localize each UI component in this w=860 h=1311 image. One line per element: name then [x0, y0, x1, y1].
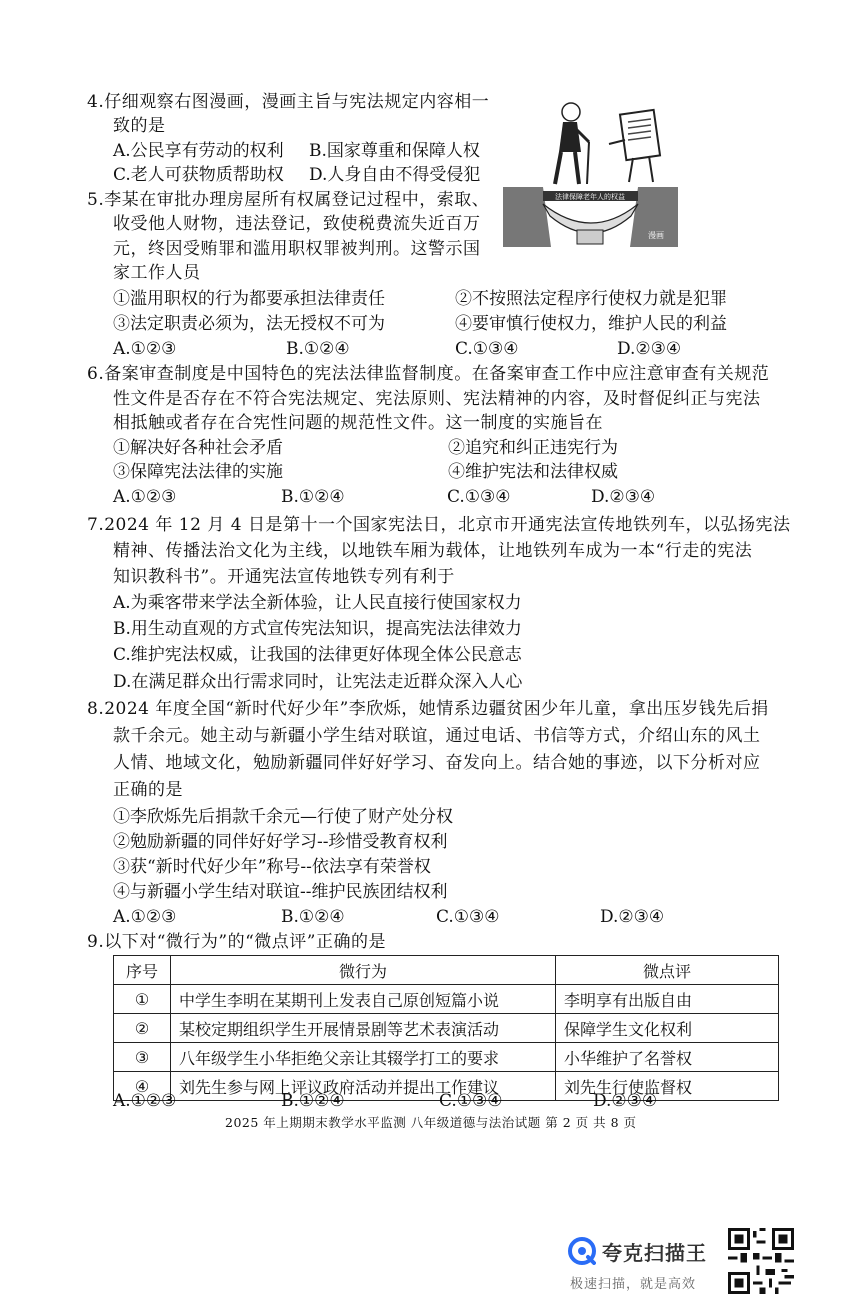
- q4-option-c: C.老人可获物质帮助权: [113, 165, 284, 185]
- q9-option-c: C.①③④: [439, 1091, 503, 1111]
- brand-tagline: 极速扫描，就是高效: [570, 1277, 697, 1292]
- q8-statement-1: ①李欣烁先后捐款千余元—行使了财产处分权: [113, 807, 453, 827]
- q8-option-c: C.①③④: [436, 907, 500, 927]
- q7-option-b: B.用生动直观的方式宣传宪法知识，提高宪法法律效力: [113, 619, 522, 639]
- q5-stem-line4: 家工作人员: [113, 263, 201, 283]
- q5-statement-1: ①滥用职权的行为都要承担法律责任: [113, 289, 385, 309]
- table-row: [114, 1043, 779, 1072]
- q5-statement-3: ③法定职责必须为，法无授权不可为: [113, 314, 385, 334]
- row-behavior: 刘先生参与网上评议政府活动并提出工作建议: [171, 1072, 556, 1101]
- q6-stem-line3: 相抵触或者存在合宪性问题的规范性文件。这一制度的实施旨在: [113, 413, 603, 433]
- q6-statement-2: ②追究和纠正违宪行为: [448, 438, 618, 458]
- brand-name: 夸克扫描王: [602, 1241, 707, 1265]
- q5-option-c: C.①③④: [455, 339, 519, 359]
- table-header-row: [114, 956, 779, 985]
- q4-stem-line2: 致的是: [113, 116, 166, 136]
- q6-option-a: A.①②③: [113, 487, 177, 507]
- row-comment: 李明享有出版自由: [556, 985, 779, 1014]
- q7-stem-line3: 知识教科书”。开通宪法宣传地铁专列有利于: [113, 567, 455, 587]
- table-header-comment: 微点评: [556, 956, 779, 985]
- q7-option-d: D.在满足群众出行需求同时，让宪法走近群众深入人心: [113, 672, 523, 692]
- comic-caption: 漫画: [648, 231, 664, 240]
- q5-statement-4: ④要审慎行使权力，维护人民的利益: [455, 314, 727, 334]
- comic-illustration: [503, 92, 678, 247]
- q5-statement-2: ②不按照法定程序行使权力就是犯罪: [455, 289, 727, 309]
- row-comment: 刘先生行使监督权: [556, 1072, 779, 1101]
- q8-stem-line1: 8.2024 年度全国“新时代好少年”李欣烁，她情系边疆贫困少年儿童，拿出压岁钱先后捐: [87, 699, 769, 719]
- q6-statement-4: ④维护宪法和法律权威: [448, 462, 618, 482]
- row-number: ④: [114, 1072, 171, 1101]
- q7-stem-line2: 精神、传播法治文化为主线，以地铁车厢为载体，让地铁列车成为一本“行走的宪法: [113, 541, 753, 561]
- q8-option-b: B.①②④: [281, 907, 345, 927]
- row-behavior: 某校定期组织学生开展情景剧等艺术表演活动: [171, 1014, 556, 1043]
- q5-stem-line1: 5.李某在审批办理房屋所有权属登记过程中，索取、: [87, 190, 490, 210]
- page-footer: 2025 年上期期末教学水平监测 八年级道德与法治试题 第 2 页 共 8 页: [225, 1115, 637, 1130]
- q8-stem-line2: 款千余元。她主动与新疆小学生结对联谊，通过电话、书信等方式，介绍山东的风土: [113, 726, 761, 746]
- q9-option-d: D.②③④: [593, 1091, 658, 1111]
- row-comment: 保障学生文化权利: [556, 1014, 779, 1043]
- q6-stem-line2: 性文件是否存在不符合宪法规定、宪法原则、宪法精神的内容，及时督促纠正与宪法: [113, 389, 761, 409]
- q5-stem-line3: 元，终因受贿罪和滥用职权罪被判刑。这警示国: [113, 239, 481, 259]
- table-header-behavior: 微行为: [171, 956, 556, 985]
- qr-code-icon: [728, 1228, 794, 1294]
- quark-logo-icon: [568, 1237, 596, 1265]
- q8-option-a: A.①②③: [113, 907, 177, 927]
- q8-option-d: D.②③④: [600, 907, 665, 927]
- row-comment: 小华维护了名誉权: [556, 1043, 779, 1072]
- q5-option-b: B.①②④: [286, 339, 350, 359]
- q8-stem-line3: 人情、地域文化，勉励新疆同伴好好学习、奋发向上。结合她的事迹，以下分析对应: [113, 753, 761, 773]
- q5-stem-line2: 收受他人财物，违法登记，致使税费流失近百万: [113, 214, 481, 234]
- q4-option-b: B.国家尊重和保障人权: [309, 141, 480, 161]
- row-number: ①: [114, 985, 171, 1014]
- q8-statement-2: ②勉励新疆的同伴好好学习--珍惜受教育权利: [113, 832, 448, 852]
- q6-stem-line1: 6.备案审查制度是中国特色的宪法法律监督制度。在备案审查工作中应注意审查有关规范: [87, 364, 770, 384]
- q6-statement-3: ③保障宪法法律的实施: [113, 462, 283, 482]
- q8-statement-3: ③获“新时代好少年”称号--依法享有荣誉权: [113, 857, 431, 877]
- q4-stem-line1: 4.仔细观察右图漫画，漫画主旨与宪法规定内容相一: [87, 92, 490, 112]
- q8-stem-line4: 正确的是: [113, 780, 183, 800]
- scanner-watermark: [566, 1229, 726, 1309]
- q7-stem-line1: 7.2024 年 12 月 4 日是第十一个国家宪法日，北京市开通宪法宣传地铁列车，以弘扬宪法: [87, 515, 791, 535]
- q9-option-b: B.①②④: [281, 1091, 345, 1111]
- row-behavior: 八年级学生小华拒绝父亲让其辍学打工的要求: [171, 1043, 556, 1072]
- q4-option-d: D.人身自由不得受侵犯: [309, 165, 481, 185]
- q9-stem: 9.以下对“微行为”的“微点评”正确的是: [87, 932, 386, 952]
- q4-option-a: A.公民享有劳动的权利: [113, 141, 284, 161]
- row-number: ③: [114, 1043, 171, 1072]
- q7-option-a: A.为乘客带来学法全新体验，让人民直接行使国家权力: [113, 593, 522, 613]
- comic-sign-text: 法律保障老年人的权益: [555, 193, 625, 201]
- row-behavior: 中学生李明在某期刊上发表自己原创短篇小说: [171, 985, 556, 1014]
- q6-option-c: C.①③④: [447, 487, 511, 507]
- row-number: ②: [114, 1014, 171, 1043]
- q8-statement-4: ④与新疆小学生结对联谊--维护民族团结权利: [113, 882, 448, 902]
- q9-option-a: A.①②③: [113, 1091, 177, 1111]
- table-row: [114, 1014, 779, 1043]
- q6-statement-1: ①解决好各种社会矛盾: [113, 438, 283, 458]
- table-header-number: 序号: [114, 956, 171, 985]
- q9-table: [113, 955, 779, 1101]
- q5-option-a: A.①②③: [113, 339, 177, 359]
- table-row: [114, 985, 779, 1014]
- q7-option-c: C.维护宪法权威，让我国的法律更好体现全体公民意志: [113, 645, 522, 665]
- q5-option-d: D.②③④: [617, 339, 682, 359]
- q6-option-b: B.①②④: [281, 487, 345, 507]
- q6-option-d: D.②③④: [591, 487, 656, 507]
